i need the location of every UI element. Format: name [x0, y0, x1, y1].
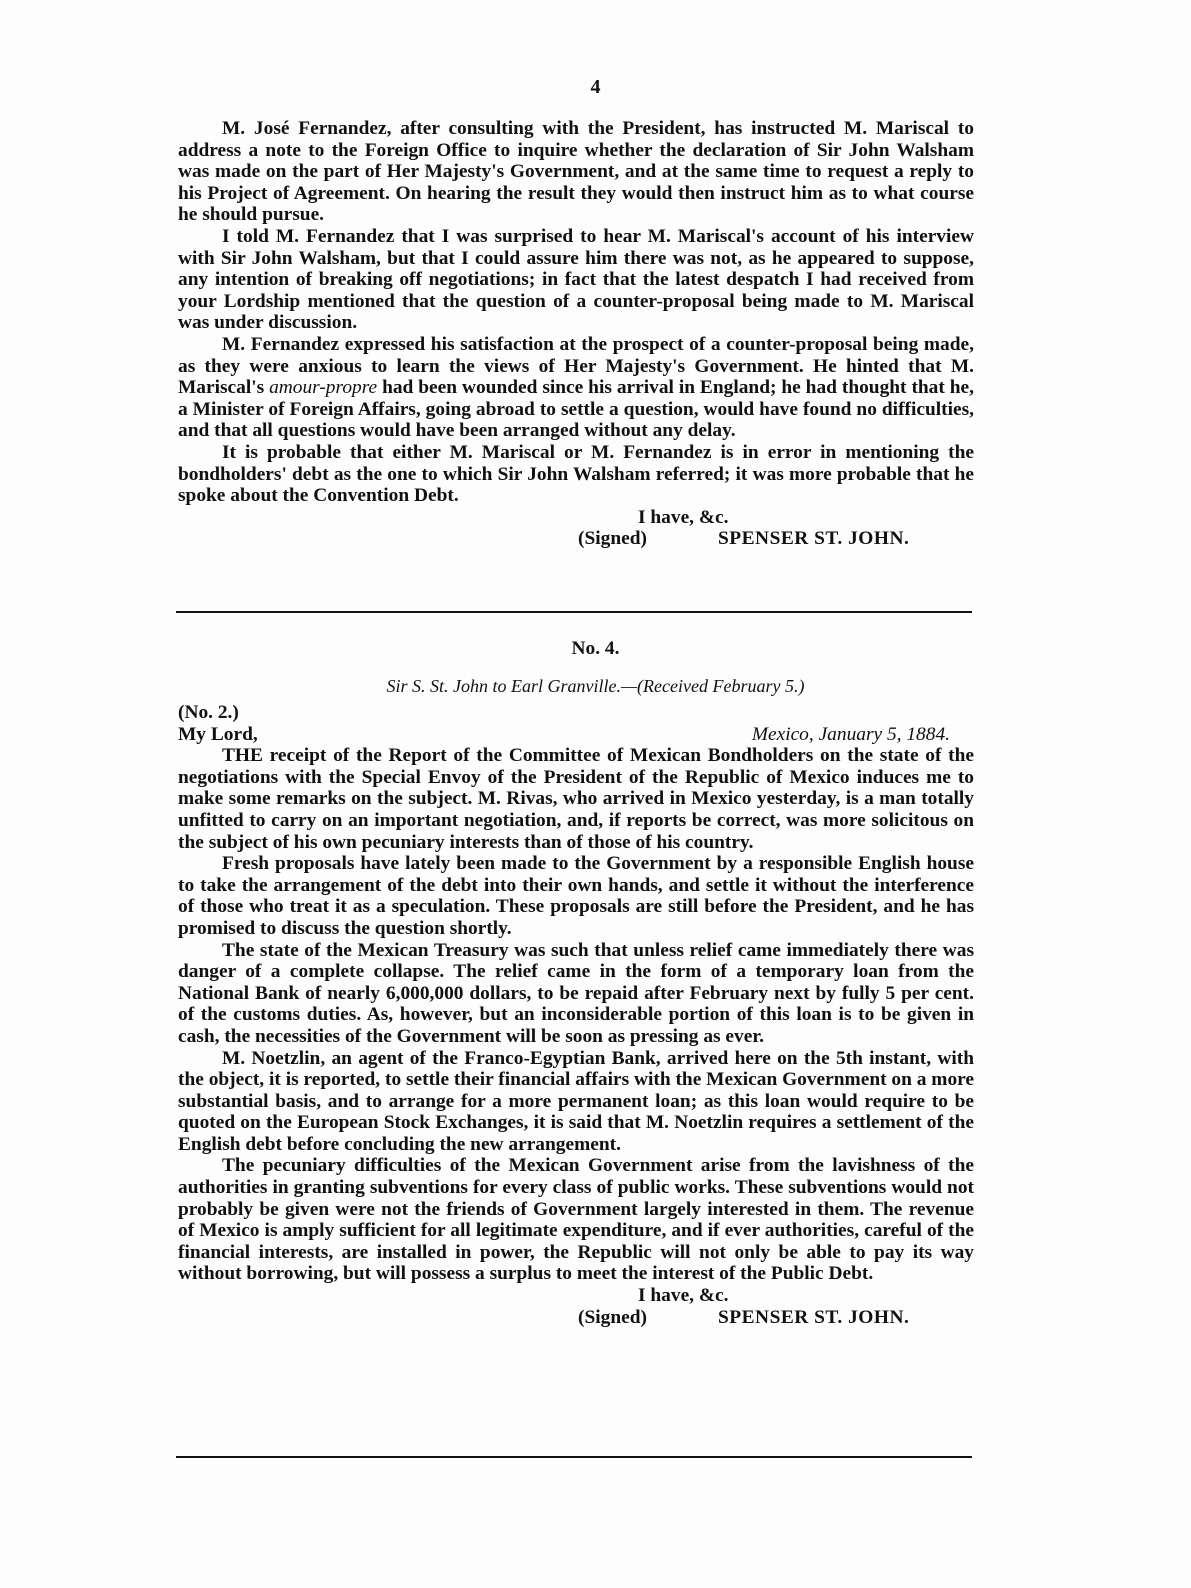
paragraph: M. Noetzlin, an agent of the Franco-Egyptian Bank, arrived here on the 5th instant, with the object, it is reported, to settle their financial affairs with the Mexican Government on a more substantial basis, and to arrange for a more permanent loan; as this loan would require to be quoted on the European Stock Exchanges, it is said that M. Noetzlin requires a settlement of the English debt before concluding the new arrangement. [178, 1047, 974, 1155]
received-date: (Received February 5.) [637, 676, 805, 696]
paragraph: I told M. Fernandez that I was surprised to hear M. Mariscal's account of his interview with Sir John Walsham, but that I could assure him there was not, as he appeared to suppose, any intention of breaking off negotiations; in fact that the latest despatch I had received from your Lordship mentioned that the question of a counter-proposal being made to M. Mariscal was under discussion. [178, 225, 974, 334]
reference-number: (No. 2.) [178, 702, 239, 723]
signature: SPENSER ST. JOHN. [718, 528, 910, 550]
despatch-continuation [178, 118, 974, 550]
salutation-line [178, 724, 974, 746]
paragraph: Fresh proposals have lately been made to the Government by a responsible English house to take the arrangement of the debt into their own hands, and settle it without the interference of those who treat it as a speculation. These proposals are still before the President, and he has promised to discuss the question shortly. [178, 853, 974, 939]
page-number: 4 [590, 76, 601, 98]
signature: SPENSER ST. JOHN. [718, 1306, 910, 1328]
paragraph: It is probable that either M. Mariscal or M. Fernandez is in error in mentioning the bondholders' debt as the one to which Sir John Walsham referred; it was more probable that he spoke about the Convention Debt. [178, 441, 974, 507]
despatch-date: Mexico, January 5, 1884. [751, 723, 950, 745]
paragraph: M. José Fernandez, after consulting with the President, has instructed M. Mariscal to address a note to the Foreign Office to inquire whether the declaration of Sir John Walsham was made on the part of Her Majesty's Government, and at the same time to request a reply to his Project of Agreement. On hearing the result they would then instruct him as to what course he should pursue. [178, 118, 974, 226]
divider [176, 611, 972, 613]
italic-phrase: amour-propre [269, 377, 378, 399]
paragraph: M. Fernandez expressed his satisfaction at the prospect of a counter-proposal being made, as they were anxious to learn the views of Her Majesty's Government. He hinted that M. Mariscal's amour-propre had been wounded since his arrival in England; he had thought that he, a Minister of Foreign Affairs, going abroad to settle a question, would have found no difficulties, and that all questions would have been arranged without any delay. [178, 333, 974, 442]
closing: I have, &c. [638, 1285, 729, 1307]
paragraph: The state of the Mexican Treasury was such that unless relief came immediately there was danger of a complete collapse. The relief came in the form of a temporary loan from the National Bank of nearly 6,000,000 dollars, to be repaid after February next by fully 5 per cent. of the customs duties. As, however, but an inconsiderable portion of this loan is to be given in cash, the necessities of the Government will be soon as pressing as ever. [178, 939, 974, 1047]
despatch-body [178, 702, 974, 1328]
document-number: No. 4. [571, 638, 620, 659]
divider [176, 1456, 972, 1458]
salutation: My Lord, [178, 723, 258, 745]
signature-line [178, 1307, 974, 1329]
signed-label: (Signed) [578, 528, 647, 550]
signed-label: (Signed) [578, 1306, 647, 1328]
despatch-heading: Sir S. St. John to Earl Granville.—(Received February 5.) [386, 676, 805, 696]
closing: I have, &c. [638, 506, 729, 528]
signature-line [178, 528, 974, 550]
paragraph: The pecuniary difficulties of the Mexican Government arise from the lavishness of the authorities in granting subventions for every class of public works. These subventions would not probably be given were not the friends of Government largely interested in them. The revenue of Mexico is amply sufficient for all legitimate expenditure, and if ever authorities, careful of the financial interests, are installed in power, the Republic will not only be able to pay its way without borrowing, but will possess a surplus to meet the interest of the Public Debt. [178, 1155, 974, 1285]
paragraph: THE receipt of the Report of the Committee of Mexican Bondholders on the state of the negotiations with the Special Envoy of the President of the Republic of Mexico induces me to make some remarks on the subject. M. Rivas, who arrived in Mexico yesterday, is a man totally unfitted to carry on an important negotiation, and, if reports be correct, was more solicitous on the subject of his own pecuniary interests than of those of his country. [178, 745, 974, 853]
